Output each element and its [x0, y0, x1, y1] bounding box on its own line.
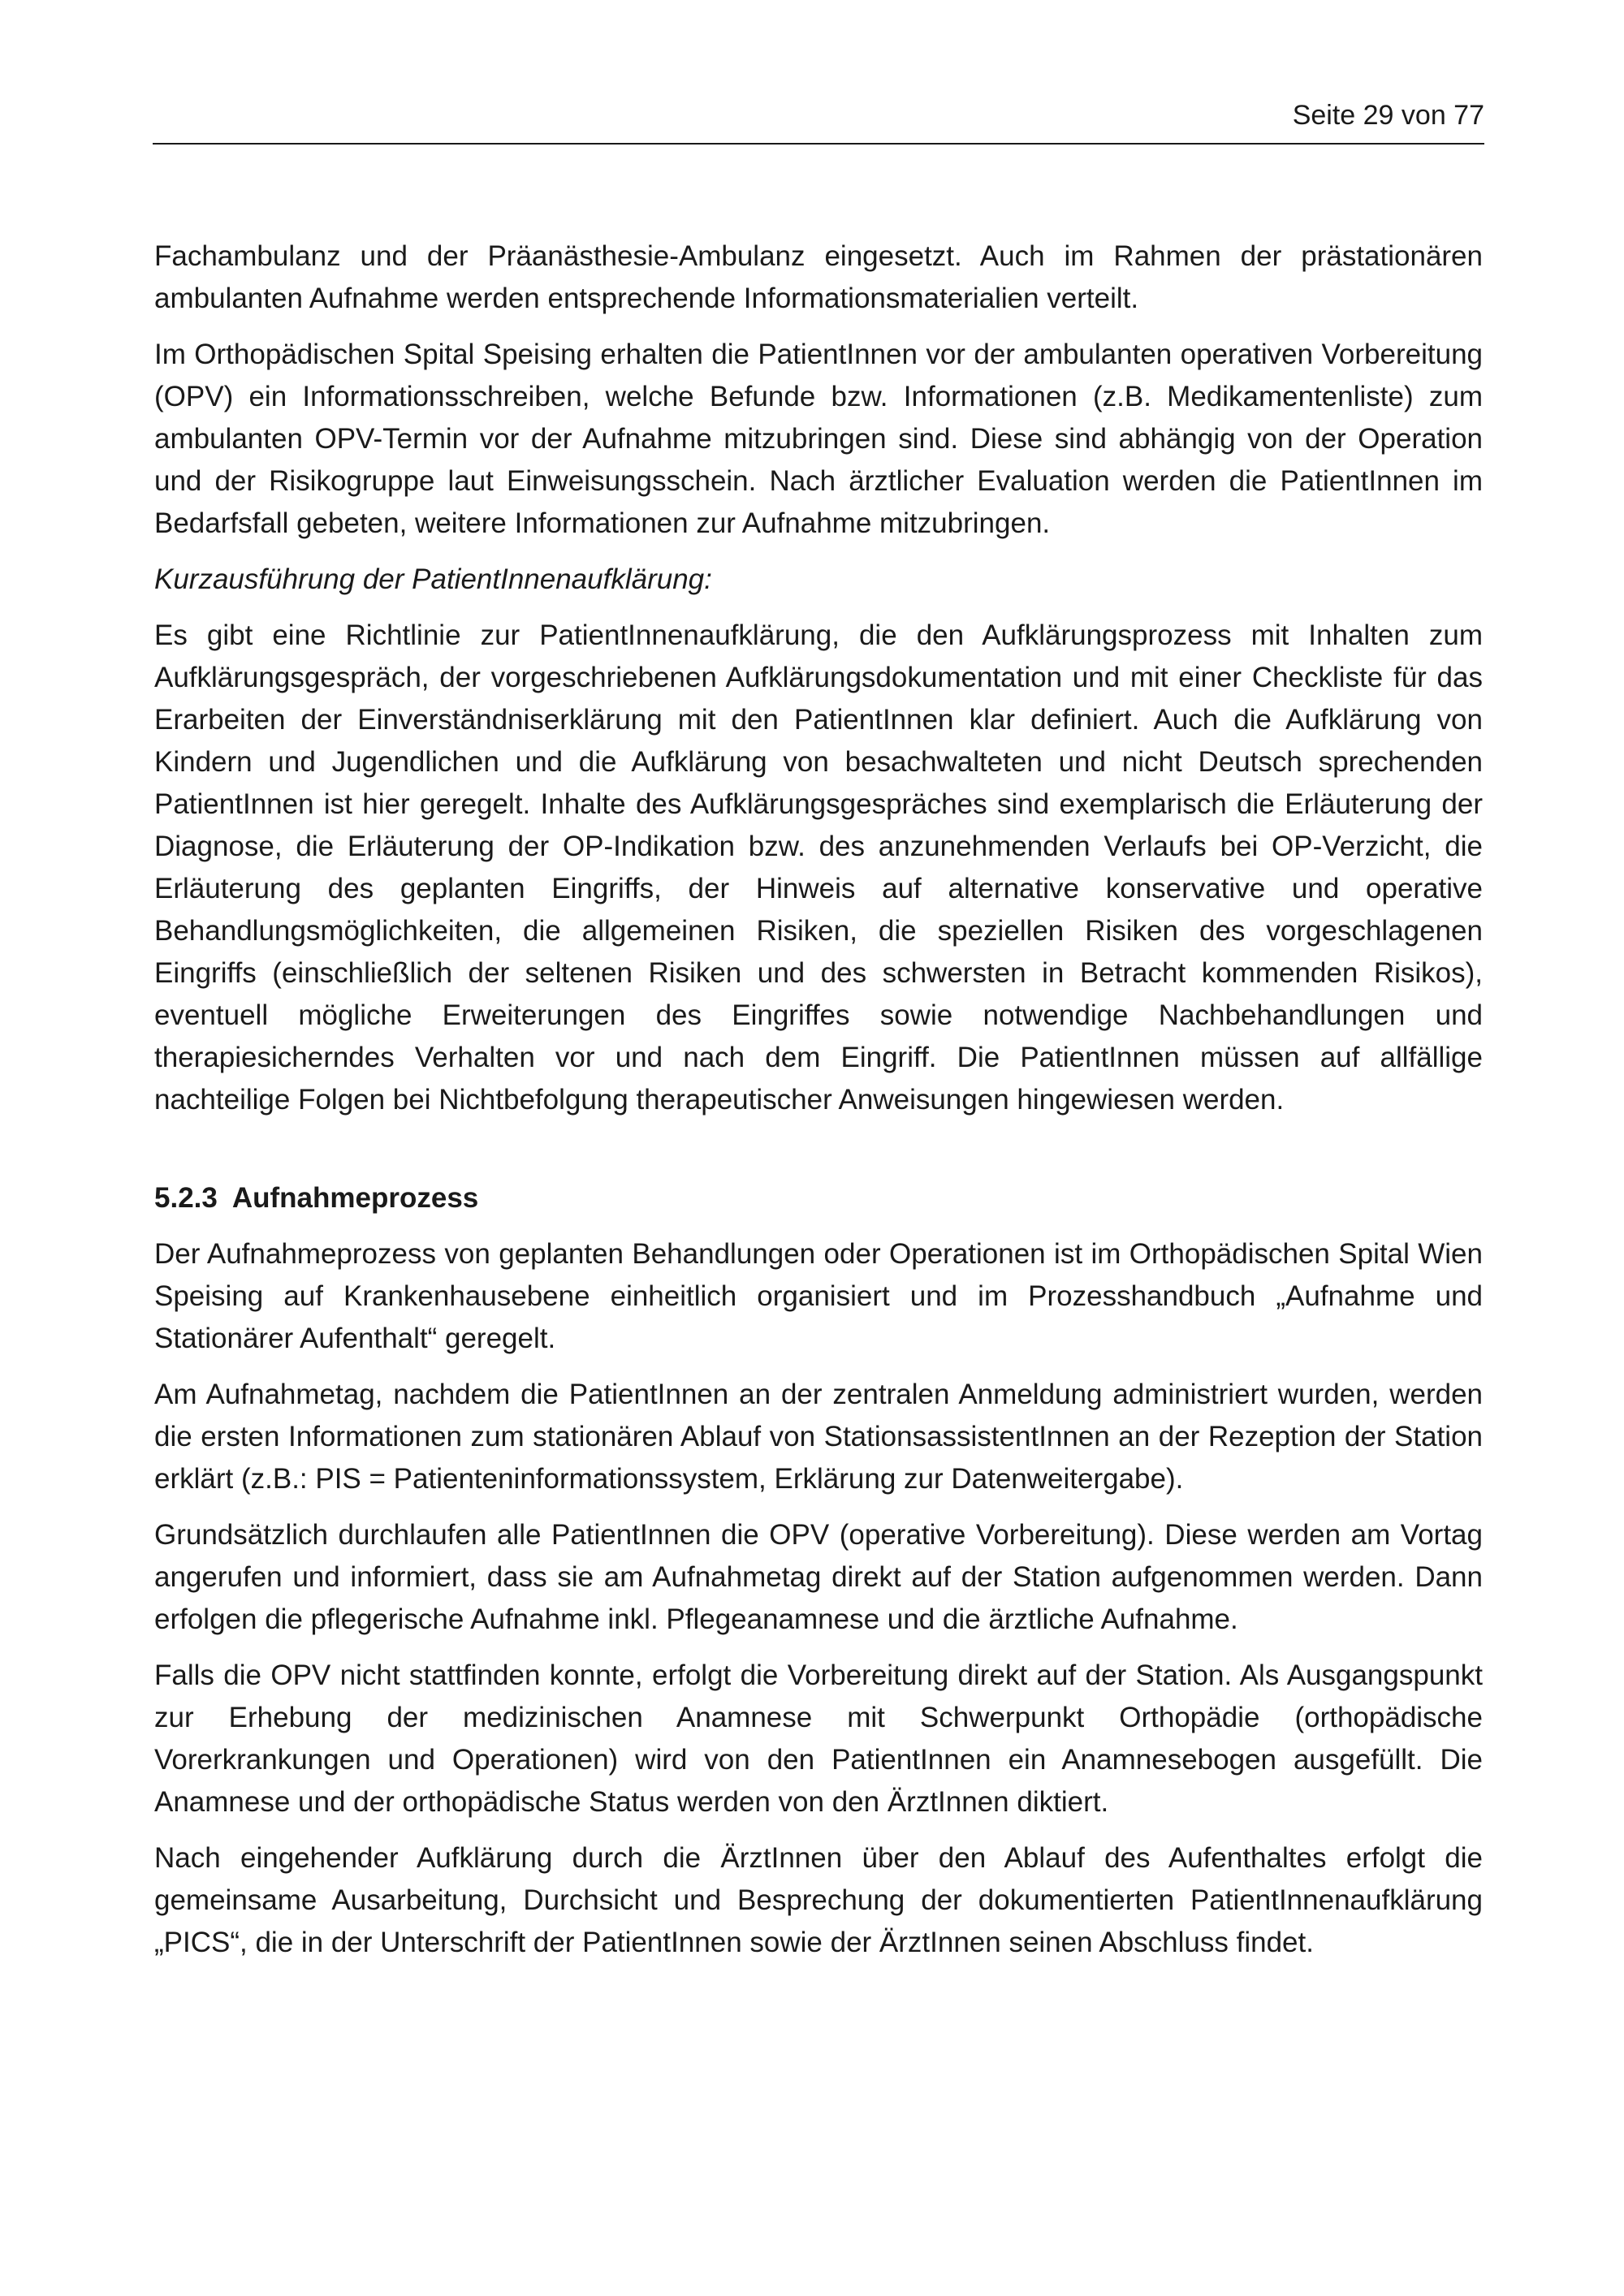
page-header: [153, 94, 1484, 145]
paragraph-pics-aufklaerung: Nach eingehender Aufklärung durch die ÄrztInnen über den Ablauf des Aufenthaltes erfolgt die gemeinsame Ausarbeitung, Durchsicht und Besprechung der dokumentierten PatientInnenaufklärung „PICS“, die in der Unterschrift der PatientInnen sowie der ÄrztInnen seinen Abschluss findet.: [154, 1842, 1483, 1958]
page-number: Seite 29 von 77: [1292, 100, 1484, 131]
paragraph-aufnahmeprozess-organisation: Der Aufnahmeprozess von geplanten Behandlungen oder Operationen ist im Orthopädischen Spital Wien Speising auf Krankenhausebene einheitlich organisiert und im Prozesshandbuch „Aufnahme und Stationärer Aufenthalt“ geregelt.: [154, 1238, 1483, 1354]
section-number: 5.2.3: [154, 1182, 218, 1214]
section-heading: [154, 1177, 1483, 1219]
paragraph-intro-continued: Fachambulanz und der Präanästhesie-Ambulanz eingesetzt. Auch im Rahmen der prästationären ambulanten Aufnahme werden entsprechende Informationsmaterialien verteilt.: [154, 240, 1483, 314]
paragraph-vorbereitung-station: Falls die OPV nicht stattfinden konnte, erfolgt die Vorbereitung direkt auf der Station. Als Ausgangspunkt zur Erhebung der medizinischen Anamnese mit Schwerpunkt Orthopädie (orthopädische Vorerkrankungen und Operationen) wird von den PatientInnen ein Anamnesebogen ausgefüllt. Die Anamnese und der orthopädische Status werden von den ÄrztInnen diktiert.: [154, 1659, 1483, 1818]
paragraph-opv-information: Im Orthopädischen Spital Speising erhalten die PatientInnen vor der ambulanten operativen Vorbereitung (OPV) ein Informationsschreiben, welche Befunde bzw. Informationen (z.B. Medikamentenliste) zum ambulanten OPV-Termin vor der Aufnahme mitzubringen sind. Diese sind abhängig von der Operation und der Risikogruppe laut Einweisungsschein. Nach ärztlicher Evaluation werden die PatientInnen im Bedarfsfall gebeten, weitere Informationen zur Aufnahme mitzubringen.: [154, 339, 1483, 539]
section-title: Aufnahmeprozess: [231, 1182, 479, 1214]
paragraph-aufklaerung-richtlinie: Es gibt eine Richtlinie zur PatientInnenaufklärung, die den Aufklärungsprozess mit Inhalten zum Aufklärungsgespräch, der vorgeschriebenen Aufklärungsdokumentation und mit einer Checkliste für das Erarbeiten der Einverständniserklärung mit den PatientInnen klar definiert. Auch die Aufklärung von Kindern und Jugendlichen und die Aufklärung von besachwalteten und nicht Deutsch sprechenden PatientInnen ist hier geregelt. Inhalte des Aufklärungsgespräches sind exemplarisch die Erläuterung der Diagnose, die Erläuterung der OP-Indikation bzw. des anzunehmenden Verlaufs bei OP-Verzicht, die Erläuterung des geplanten Eingriffs, der Hinweis auf alternative konservative und operative Behandlungsmöglichkeiten, die allgemeinen Risiken, die speziellen Risiken des vorgeschlagenen Eingriffs (einschließlich der seltenen Risiken und des schwersten in Betracht kommenden Risikos), eventuell mögliche Erweiterungen des Eingriffes sowie notwendige Nachbehandlungen und therapiesicherndes Verhalten vor und nach dem Eingriff. Die PatientInnen müssen auf allfällige nachteilige Folgen bei Nichtbefolgung therapeutischer Anweisungen hingewiesen werden.: [154, 619, 1483, 1116]
subheading-patientinnenaufklaerung: Kurzausführung der PatientInnenaufklärung:: [154, 563, 712, 595]
paragraph-aufnahmetag: Am Aufnahmetag, nachdem die PatientInnen an der zentralen Anmeldung administriert wurden, werden die ersten Informationen zum stationären Ablauf von StationsassistentInnen an der Rezeption der Station erklärt (z.B.: PIS = Patienteninformationssystem, Erklärung zur Datenweitergabe).: [154, 1379, 1483, 1495]
page-content: [154, 235, 1483, 1978]
paragraph-opv-durchlauf: Grundsätzlich durchlaufen alle PatientInnen die OPV (operative Vorbereitung). Diese werden am Vortag angerufen und informiert, dass sie am Aufnahmetag direkt auf der Station aufgenommen werden. Dann erfolgen die pflegerische Aufnahme inkl. Pflegeanamnese und die ärztliche Aufnahme.: [154, 1519, 1483, 1635]
